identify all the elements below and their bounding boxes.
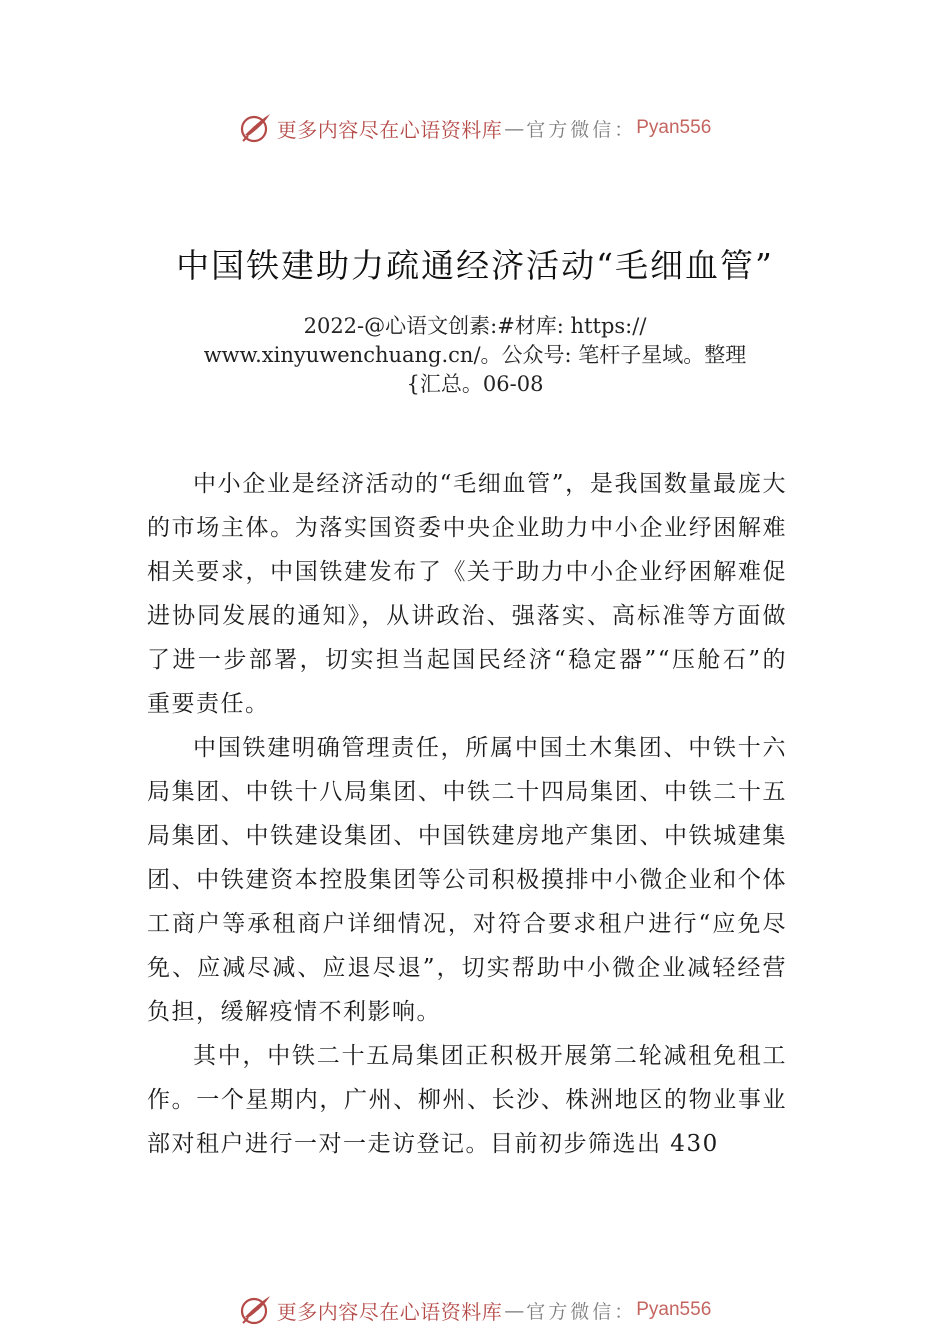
- article-meta: [150, 312, 800, 399]
- quill-pen-icon: [239, 111, 273, 145]
- article-body: [147, 462, 787, 1166]
- footer-banner: [0, 1290, 950, 1330]
- paragraph: 其中，中铁二十五局集团正积极开展第二轮减租免租工作。一个星期内，广州、柳州、长沙、株洲地区的物业事业部对租户进行一对一走访登记。目前初步筛选出 430: [147, 1043, 787, 1157]
- meta-line: www.xinyuwenchuang.cn/。公众号: 笔杆子星域。整理: [203, 343, 747, 367]
- banner-main-text: 更多内容尽在心语资料库: [276, 117, 503, 142]
- banner-main-text: 更多内容尽在心语资料库: [276, 1299, 503, 1324]
- banner-dash: —: [504, 116, 525, 140]
- meta-line: {汇总。06-08: [406, 372, 544, 396]
- banner-wechat-label: 官方微信：: [526, 118, 637, 141]
- article-title: 中国铁建助力疏通经济活动“毛细血管”: [176, 246, 774, 285]
- banner-dash: —: [504, 1298, 525, 1322]
- paragraph: 中小企业是经济活动的“毛细血管”，是我国数量最庞大的市场主体。为落实国资委中央企业助力中小企业纾困解难相关要求，中国铁建发布了《关于助力中小企业纾困解难促进协同发展的通知》，从讲政治、强落实、高标准等方面做了进一步部署，切实担当起国民经济“稳定器”“压舱石”的重要责任。: [147, 471, 787, 717]
- banner-wechat-label: 官方微信：: [526, 1300, 637, 1323]
- banner-wechat-id: Pyan556: [636, 117, 712, 138]
- quill-pen-icon: [239, 1293, 273, 1327]
- banner-wechat-id: Pyan556: [636, 1299, 712, 1320]
- header-banner: [0, 108, 950, 148]
- paragraph: 中国铁建明确管理责任，所属中国土木集团、中铁十六局集团、中铁十八局集团、中铁二十四局集团、中铁二十五局集团、中铁建设集团、中国铁建房地产集团、中铁城建集团、中铁建资本控股集团等公司积极摸排中小微企业和个体工商户等承租商户详细情况，对符合要求租户进行“应免尽免、应减尽减、应退尽退”，切实帮助中小微企业减轻经营负担，缓解疫情不利影响。: [147, 735, 787, 1025]
- meta-line: 2022-@心语文创素:#材库: https://: [303, 314, 647, 338]
